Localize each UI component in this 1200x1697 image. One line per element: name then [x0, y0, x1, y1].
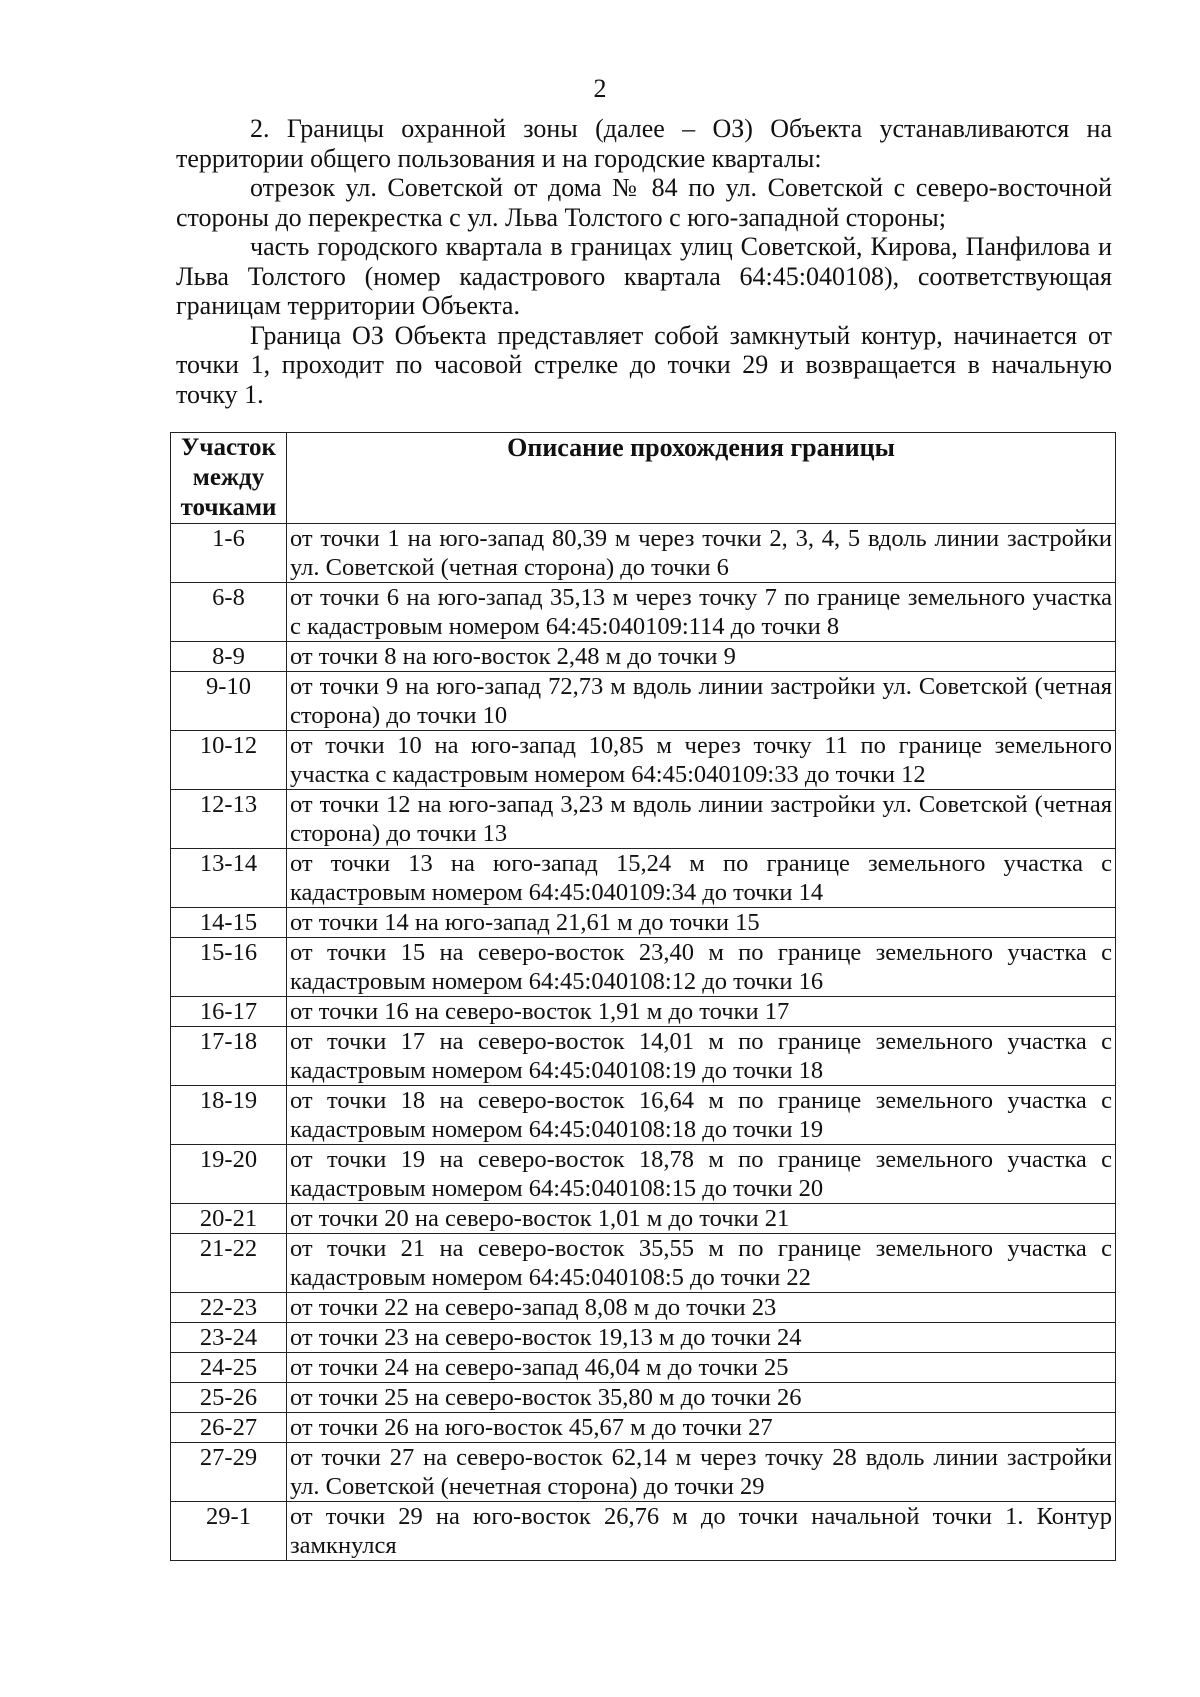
- description-cell: от точки 19 на северо-восток 18,78 м по границе земельного участка с кадастровым номером 64:45:040108:15 до точки 20: [287, 1145, 1116, 1204]
- description-cell: от точки 13 на юго-запад 15,24 м по границе земельного участка с кадастровым номером 64:45:040109:34 до точки 14: [287, 849, 1116, 908]
- table-row: [171, 672, 1116, 731]
- segment-cell: 1-6: [171, 524, 287, 583]
- table-row: [171, 1204, 1116, 1234]
- intro-paragraph: отрезок ул. Советской от дома № 84 по ул. Советской с северо-восточной стороны до перекрестка с ул. Льва Толстого с юго-западной стороны;: [176, 173, 1112, 232]
- segment-cell: 16-17: [171, 997, 287, 1027]
- table-row: [171, 1413, 1116, 1443]
- segment-cell: 25-26: [171, 1383, 287, 1413]
- table-row: [171, 1443, 1116, 1502]
- table-row: [171, 1086, 1116, 1145]
- segment-cell: 8-9: [171, 642, 287, 672]
- intro-paragraph: 2. Границы охранной зоны (далее – ОЗ) Объекта устанавливаются на территории общего пользования и на городские кварталы:: [176, 114, 1112, 173]
- description-cell: от точки 29 на юго-восток 26,76 м до точки начальной точки 1. Контур замкнулся: [287, 1502, 1116, 1561]
- description-column-header: Описание прохождения границы: [287, 433, 1116, 524]
- intro-paragraph: Граница ОЗ Объекта представляет собой замкнутый контур, начинается от точки 1, проходит по часовой стрелке до точки 29 и возвращается в начальную точку 1.: [176, 320, 1112, 409]
- table-row: [171, 642, 1116, 672]
- description-cell: от точки 14 на юго-запад 21,61 м до точки 15: [287, 908, 1116, 938]
- description-cell: от точки 23 на северо-восток 19,13 м до точки 24: [287, 1323, 1116, 1353]
- table-row: [171, 524, 1116, 583]
- description-cell: от точки 10 на юго-запад 10,85 м через точку 11 по границе земельного участка с кадастровым номером 64:45:040109:33 до точки 12: [287, 731, 1116, 790]
- table-row: [171, 908, 1116, 938]
- table-row: [171, 1323, 1116, 1353]
- segment-column-header: Участок между точками: [171, 433, 287, 524]
- table-row: [171, 731, 1116, 790]
- description-cell: от точки 9 на юго-запад 72,73 м вдоль линии застройки ул. Советской (четная сторона) до точки 10: [287, 672, 1116, 731]
- description-cell: от точки 12 на юго-запад 3,23 м вдоль линии застройки ул. Советской (четная сторона) до точки 13: [287, 790, 1116, 849]
- segment-cell: 15-16: [171, 938, 287, 997]
- segment-cell: 24-25: [171, 1353, 287, 1383]
- table-row: [171, 583, 1116, 642]
- description-cell: от точки 6 на юго-запад 35,13 м через точку 7 по границе земельного участка с кадастровым номером 64:45:040109:114 до точки 8: [287, 583, 1116, 642]
- table-row: [171, 1027, 1116, 1086]
- table-header-row: [171, 433, 1116, 524]
- table-row: [171, 1293, 1116, 1323]
- table-row: [171, 938, 1116, 997]
- segment-cell: 18-19: [171, 1086, 287, 1145]
- segment-cell: 19-20: [171, 1145, 287, 1204]
- table-row: [171, 1145, 1116, 1204]
- segment-cell: 6-8: [171, 583, 287, 642]
- table-row: [171, 849, 1116, 908]
- segment-cell: 17-18: [171, 1027, 287, 1086]
- description-cell: от точки 15 на северо-восток 23,40 м по границе земельного участка с кадастровым номером 64:45:040108:12 до точки 16: [287, 938, 1116, 997]
- table-row: [171, 1234, 1116, 1293]
- description-cell: от точки 16 на северо-восток 1,91 м до точки 17: [287, 997, 1116, 1027]
- intro-paragraph: часть городского квартала в границах улиц Советской, Кирова, Панфилова и Льва Толстого (номер кадастрового квартала 64:45:040108), соответствующая границам территории Объекта.: [176, 232, 1112, 320]
- table-row: [171, 1383, 1116, 1413]
- description-cell: от точки 24 на северо-запад 46,04 м до точки 25: [287, 1353, 1116, 1383]
- table-row: [171, 790, 1116, 849]
- description-cell: от точки 8 на юго-восток 2,48 м до точки 9: [287, 642, 1116, 672]
- description-cell: от точки 1 на юго-запад 80,39 м через точки 2, 3, 4, 5 вдоль линии застройки ул. Советской (четная сторона) до точки 6: [287, 524, 1116, 583]
- segment-cell: 23-24: [171, 1323, 287, 1353]
- segment-cell: 10-12: [171, 731, 287, 790]
- boundary-table: [170, 432, 1116, 1561]
- segment-cell: 21-22: [171, 1234, 287, 1293]
- description-cell: от точки 22 на северо-запад 8,08 м до точки 23: [287, 1293, 1116, 1323]
- segment-cell: 9-10: [171, 672, 287, 731]
- description-cell: от точки 26 на юго-восток 45,67 м до точки 27: [287, 1413, 1116, 1443]
- table-row: [171, 1353, 1116, 1383]
- description-cell: от точки 25 на северо-восток 35,80 м до точки 26: [287, 1383, 1116, 1413]
- description-cell: от точки 21 на северо-восток 35,55 м по границе земельного участка с кадастровым номером 64:45:040108:5 до точки 22: [287, 1234, 1116, 1293]
- description-cell: от точки 20 на северо-восток 1,01 м до точки 21: [287, 1204, 1116, 1234]
- description-cell: от точки 27 на северо-восток 62,14 м через точку 28 вдоль линии застройки ул. Советской (нечетная сторона) до точки 29: [287, 1443, 1116, 1502]
- segment-cell: 22-23: [171, 1293, 287, 1323]
- table-body: [171, 524, 1116, 1561]
- page-number: 2: [593, 74, 607, 103]
- segment-cell: 13-14: [171, 849, 287, 908]
- segment-cell: 14-15: [171, 908, 287, 938]
- description-cell: от точки 17 на северо-восток 14,01 м по границе земельного участка с кадастровым номером 64:45:040108:19 до точки 18: [287, 1027, 1116, 1086]
- segment-cell: 27-29: [171, 1443, 287, 1502]
- segment-cell: 29-1: [171, 1502, 287, 1561]
- table-row: [171, 997, 1116, 1027]
- segment-cell: 12-13: [171, 790, 287, 849]
- table-row: [171, 1502, 1116, 1561]
- description-cell: от точки 18 на северо-восток 16,64 м по границе земельного участка с кадастровым номером 64:45:040108:18 до точки 19: [287, 1086, 1116, 1145]
- segment-cell: 20-21: [171, 1204, 287, 1234]
- intro-text: [176, 114, 1112, 409]
- segment-cell: 26-27: [171, 1413, 287, 1443]
